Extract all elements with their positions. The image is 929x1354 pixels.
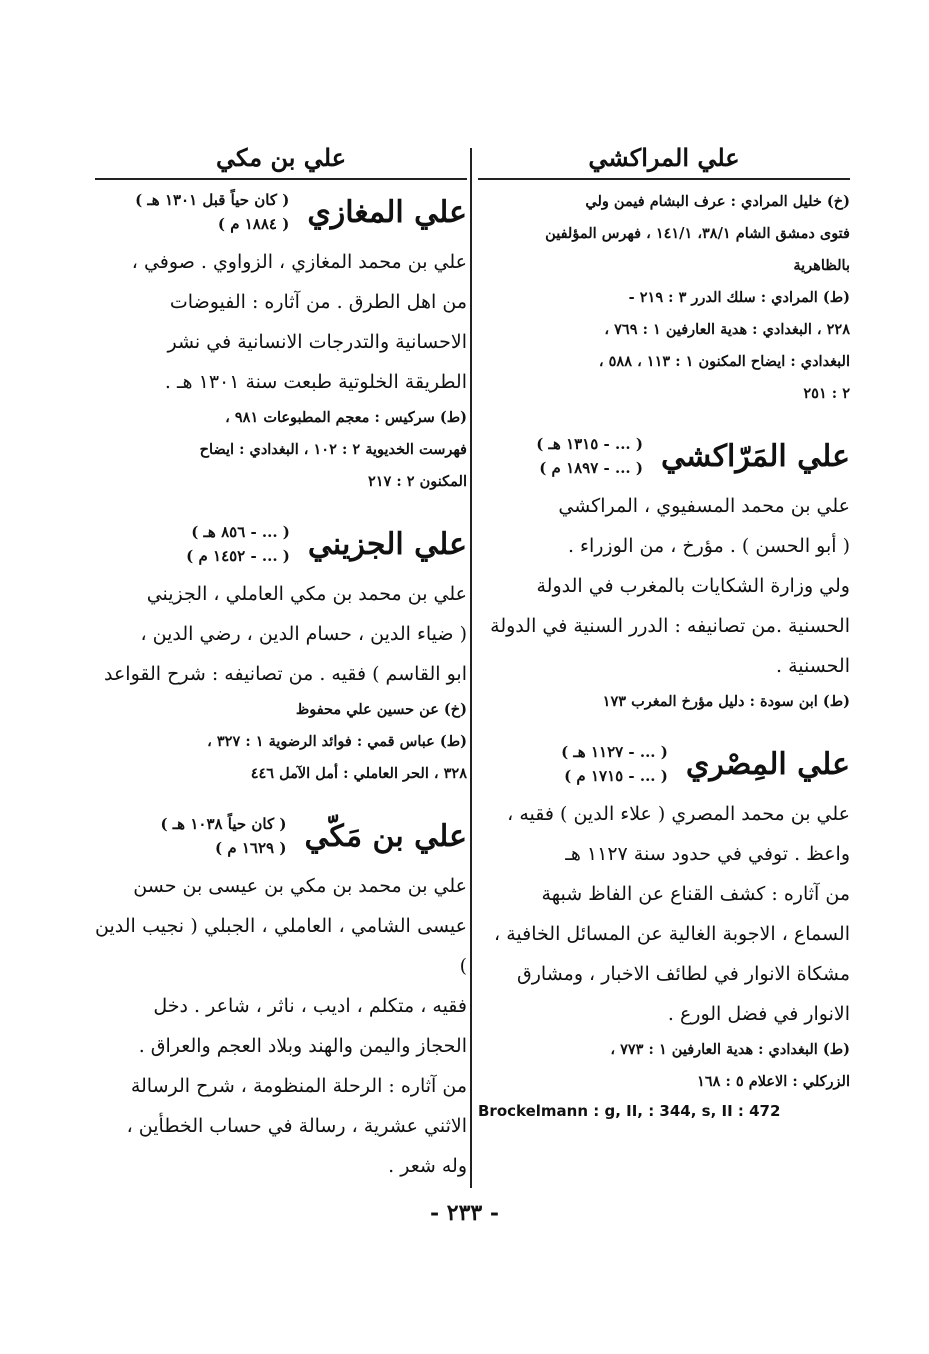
body-line: وله شعر . — [388, 1155, 467, 1177]
right-column — [478, 140, 850, 1124]
right-column-header: علي المراكشي — [588, 143, 740, 172]
date-gregorian: ( ... - ١٤٥٢ م ) — [186, 547, 290, 565]
ref-line: (ط) سركيس : معجم المطبوعات ٩٨١ ، — [225, 409, 467, 426]
body-line: الطريقة الخلوتية طبعت سنة ١٣٠١ هـ . — [164, 371, 467, 393]
body-line: واعظ . توفي في حدود سنة ١١٢٧ هـ — [565, 843, 850, 865]
entry-dates — [160, 812, 286, 860]
page-number: - ٢٣٣ - — [429, 1200, 500, 1226]
header-rule — [478, 178, 850, 180]
date-gregorian: ( ... - ١٨٩٧ م ) — [539, 459, 643, 477]
date-hijri: ( ... - ٨٥٦ هـ ) — [191, 523, 290, 541]
body-line: مشكاة الانوار في لطائف الاخبار ، ومشارق — [516, 963, 850, 985]
entry-heading — [478, 432, 850, 480]
body-line: ولي وزارة الشكايات بالمغرب في الدولة — [536, 575, 850, 597]
body-line: ابو القاسم ) فقيه . من تصانيفه : شرح القواعد — [103, 663, 467, 685]
ref-line: (خ) عن حسين علي محفوظ — [295, 701, 467, 718]
date-hijri: ( ... - ١٣١٥ هـ ) — [536, 435, 643, 453]
ref-line: ٢ : ٢٥١ — [803, 385, 850, 402]
ref-line: فتوى دمشق الشام ٣٨/١، ١٤١/١ ، فهرس المؤلفين — [545, 225, 850, 242]
left-column — [95, 140, 467, 1186]
body-line: ( أبو الحسن ) . مؤرخ ، من الوزراء . — [567, 535, 850, 557]
body-line: ( ضياء الدين ، حسام الدين ، رضي الدين ، — [140, 623, 467, 645]
date-gregorian: ( ... - ١٧١٥ م ) — [564, 767, 668, 785]
body-line: من آثاره : الرحلة المنظومة ، شرح الرسالة — [130, 1075, 467, 1097]
entry-name: علي المغازي — [307, 194, 467, 230]
ref-line: البغدادي : ايضاح المكنون ١ : ١١٣ ، ٥٨٨ ، — [598, 353, 850, 370]
ref-line: ٢٢٨ ، البغدادي : هدية العارفين ١ : ٧٦٩ ، — [604, 321, 850, 338]
body-line: الاحسانية والتدرجات الانسانية في نشر — [167, 331, 467, 353]
ref-line: الزركلي : الاعلام ٥ : ١٦٨ — [697, 1073, 850, 1090]
left-column-header: علي بن مكي — [215, 143, 347, 172]
entry-dates — [536, 432, 643, 480]
entry-name: علي المَرّاكشي — [660, 438, 850, 474]
date-gregorian: ( ١٦٢٩ م ) — [215, 839, 287, 857]
date-hijri: ( كان حياً ١٠٣٨ هـ ) — [160, 815, 287, 833]
body-line: علي بن محمد بن مكي العاملي ، الجزيني — [146, 583, 467, 605]
entry-dates — [561, 740, 668, 788]
body-line: عيسى الشامي ، العاملي ، الجبلي ( نجيب الدين ) — [95, 915, 467, 977]
body-line: فقيه ، متكلم ، اديب ، ناثر ، شاعر . دخل — [153, 995, 467, 1017]
body-line: علي بن محمد المغازي ، الزواوي . صوفي ، — [131, 251, 467, 273]
latin-reference: Brockelmann : g, II, : 344, s, II : 472 — [478, 1102, 781, 1120]
body-line: الحسنية .من تصانيفه : الدرر السنية في الدولة — [490, 615, 850, 637]
body-line: علي بن محمد المصري ( علاء الدين ) فقيه ، — [507, 803, 850, 825]
entry-name: علي بن مَكّي — [304, 818, 467, 854]
body-line: من اهل الطرق . من آثاره : الفيوضات — [169, 291, 467, 313]
date-hijri: ( كان حياً قبل ١٣٠١ هـ ) — [135, 191, 290, 209]
ref-line: (ط) عباس قمي : فوائد الرضوية ١ : ٣٢٧ ، — [207, 733, 467, 750]
entry-name: علي الجزيني — [307, 526, 467, 562]
entry-dates — [186, 520, 290, 568]
ref-line: (ط) المرادي : سلك الدرر ٣ : ٢١٩ - — [628, 289, 850, 306]
entry-heading — [478, 740, 850, 788]
entry-name: علي المِصْري — [685, 746, 850, 782]
entry-heading — [95, 520, 467, 568]
ref-line: بالظاهرية — [793, 257, 850, 274]
ref-line: (ط) البغدادي : هدية العارفين ١ : ٧٧٣ ، — [610, 1041, 850, 1058]
date-hijri: ( ... - ١١٢٧ هـ ) — [561, 743, 668, 761]
body-line: علي بن محمد بن مكي بن عيسى بن حسن — [133, 875, 467, 897]
body-line: الاثني عشرية ، رسالة في حساب الخطأين ، — [126, 1115, 467, 1137]
body-line: الحجاز واليمن والهند وبلاد العجم والعراق . — [138, 1035, 467, 1057]
entry-heading — [95, 812, 467, 860]
body-line: علي بن محمد المسفيوي ، المراكشي — [558, 495, 850, 517]
body-line: من آثاره : كشف القناع عن الفاظ شبهة — [541, 883, 850, 905]
body-line: السماع ، الاجوبة الغالية عن المسائل الخافية ، — [494, 923, 850, 945]
entry-heading — [95, 188, 467, 236]
body-line: الحسنية . — [775, 655, 850, 677]
ref-line: (ط) ابن سودة : دليل مؤرخ المغرب ١٧٣ — [602, 693, 850, 710]
ref-line: فهرست الخديوية ٢ : ١٠٢ ، البغدادي : ايضاح — [199, 441, 467, 458]
date-gregorian: ( ١٨٨٤ م ) — [217, 215, 290, 233]
ref-line: ٣٢٨ ، الحر العاملي : أمل الآمل ٤٤٦ — [250, 765, 467, 782]
entry-dates — [135, 188, 289, 236]
column-divider — [470, 148, 472, 1188]
ref-line: (خ) خليل المرادي : عرف البشام فيمن ولي — [585, 193, 850, 210]
header-rule — [95, 178, 467, 180]
ref-line: المكنون ٢ : ٢١٧ — [367, 473, 467, 490]
body-line: الانوار في فضل الورع . — [667, 1003, 850, 1025]
